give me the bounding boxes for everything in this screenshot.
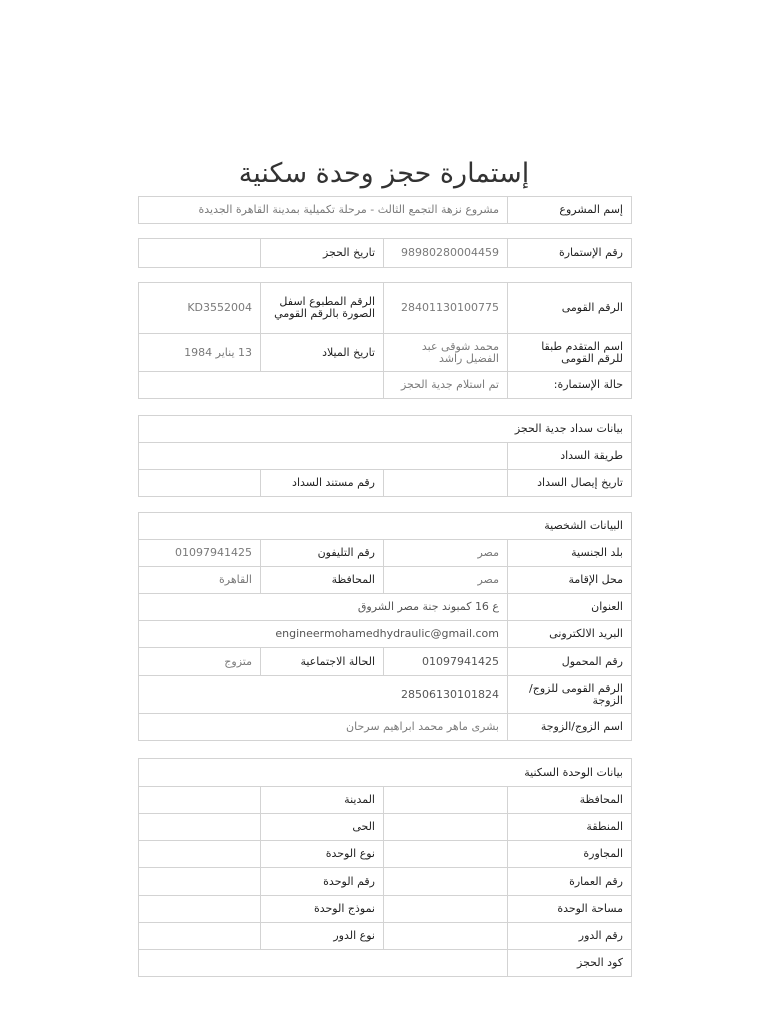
table-row xyxy=(139,197,632,224)
floor-number-value xyxy=(384,923,508,950)
governorate-label: المحافظة xyxy=(261,567,384,594)
marital-status-value: متزوج xyxy=(139,648,261,676)
table-row xyxy=(139,841,632,868)
unit-model-value xyxy=(139,896,261,923)
mobile-label: رقم المحمول xyxy=(508,648,632,676)
building-number-label: رقم العمارة xyxy=(508,868,632,896)
unit-model-label: نموذج الوحدة xyxy=(261,896,384,923)
spouse-name-value: بشرى ماهر محمد ابراهيم سرحان xyxy=(139,714,508,741)
building-number-value xyxy=(384,868,508,896)
table-row xyxy=(139,540,632,567)
nationality-value: مصر xyxy=(384,540,508,567)
empty-cell xyxy=(139,372,384,399)
applicant-name-label: اسم المتقدم طبقا للرقم القومى xyxy=(508,334,632,372)
booking-date-label: تاريخ الحجز xyxy=(261,239,384,268)
booking-code-value xyxy=(139,950,508,977)
booking-date-value xyxy=(139,239,261,268)
receipt-date-value xyxy=(384,470,508,497)
unit-district-label: الحى xyxy=(261,814,384,841)
payment-doc-number-value xyxy=(139,470,261,497)
personal-table xyxy=(138,512,632,741)
unit-area-value xyxy=(384,896,508,923)
table-row xyxy=(139,787,632,814)
national-id-label: الرقم القومى xyxy=(508,283,632,334)
unit-region-label: المنطقة xyxy=(508,814,632,841)
payment-table xyxy=(138,415,632,497)
table-row xyxy=(139,759,632,787)
mobile-value: 01097941425 xyxy=(384,648,508,676)
unit-number-value xyxy=(139,868,261,896)
applicant-table xyxy=(138,282,632,399)
residence-label: محل الإقامة xyxy=(508,567,632,594)
table-row xyxy=(139,648,632,676)
printed-number-label: الرقم المطبوع اسفل الصورة بالرقم القومي xyxy=(261,283,384,334)
form-status-value: تم استلام جدية الحجز xyxy=(384,372,508,399)
receipt-date-label: تاريخ إيصال السداد xyxy=(508,470,632,497)
floor-type-value xyxy=(139,923,261,950)
table-row xyxy=(139,372,632,399)
birth-date-label: تاريخ الميلاد xyxy=(261,334,384,372)
residence-value: مصر xyxy=(384,567,508,594)
applicant-name-value: محمد شوقى عبد الفضيل راشد xyxy=(384,334,508,372)
table-row xyxy=(139,814,632,841)
table-row xyxy=(139,239,632,268)
table-row xyxy=(139,334,632,372)
national-id-value: 28401130100775 xyxy=(384,283,508,334)
booking-code-label: كود الحجز xyxy=(508,950,632,977)
unit-neighborhood-value xyxy=(384,841,508,868)
unit-number-label: رقم الوحدة xyxy=(261,868,384,896)
project-value: مشروع نزهة التجمع الثالث - مرحلة تكميلية بمدينة القاهرة الجديدة xyxy=(139,197,508,224)
spouse-id-value: 28506130101824 xyxy=(139,676,508,714)
spouse-id-label: الرقم القومى للزوج/ الزوجة xyxy=(508,676,632,714)
floor-type-label: نوع الدور xyxy=(261,923,384,950)
table-row xyxy=(139,594,632,621)
payment-doc-number-label: رقم مستند السداد xyxy=(261,470,384,497)
unit-city-value xyxy=(139,787,261,814)
phone-value: 01097941425 xyxy=(139,540,261,567)
marital-status-label: الحالة الاجتماعية xyxy=(261,648,384,676)
unit-region-value xyxy=(384,814,508,841)
table-row xyxy=(139,896,632,923)
address-label: العنوان xyxy=(508,594,632,621)
table-row xyxy=(139,470,632,497)
page-title: إستمارة حجز وحدة سكنية xyxy=(238,158,530,190)
table-row xyxy=(139,283,632,334)
unit-city-label: المدينة xyxy=(261,787,384,814)
form-status-label: حالة الإستمارة: xyxy=(508,372,632,399)
table-row xyxy=(139,513,632,540)
table-row xyxy=(139,868,632,896)
payment-method-value xyxy=(139,443,508,470)
unit-heading: بيانات الوحدة السكنية xyxy=(139,759,632,787)
unit-type-value xyxy=(139,841,261,868)
printed-number-value: KD3552004 xyxy=(139,283,261,334)
form-number-label: رقم الإستمارة xyxy=(508,239,632,268)
personal-heading: البيانات الشخصية xyxy=(139,513,632,540)
table-row xyxy=(139,923,632,950)
unit-neighborhood-label: المجاورة xyxy=(508,841,632,868)
table-row xyxy=(139,567,632,594)
payment-method-label: طريقة السداد xyxy=(508,443,632,470)
table-row xyxy=(139,950,632,977)
project-label: إسم المشروع xyxy=(508,197,632,224)
unit-area-label: مساحة الوحدة xyxy=(508,896,632,923)
table-row xyxy=(139,621,632,648)
table-row xyxy=(139,676,632,714)
unit-table xyxy=(138,758,632,977)
unit-governorate-label: المحافظة xyxy=(508,787,632,814)
birth-date-value: 13 يناير 1984 xyxy=(139,334,261,372)
table-row xyxy=(139,714,632,741)
unit-governorate-value xyxy=(384,787,508,814)
nationality-label: بلد الجنسية xyxy=(508,540,632,567)
table-row xyxy=(139,416,632,443)
payment-heading: بيانات سداد جدية الحجز xyxy=(139,416,632,443)
email-value: engineermohamedhydraulic@gmail.com xyxy=(139,621,508,648)
table-row xyxy=(139,443,632,470)
floor-number-label: رقم الدور xyxy=(508,923,632,950)
phone-label: رقم التليفون xyxy=(261,540,384,567)
form-number-value: 98980280004459 xyxy=(384,239,508,268)
unit-district-value xyxy=(139,814,261,841)
governorate-value: القاهرة xyxy=(139,567,261,594)
form-table xyxy=(138,238,632,268)
address-value: ع 16 كمبوند جنة مصر الشروق xyxy=(139,594,508,621)
spouse-name-label: اسم الزوج/الزوجة xyxy=(508,714,632,741)
email-label: البريد الالكترونى xyxy=(508,621,632,648)
unit-type-label: نوع الوحدة xyxy=(261,841,384,868)
project-table xyxy=(138,196,632,224)
